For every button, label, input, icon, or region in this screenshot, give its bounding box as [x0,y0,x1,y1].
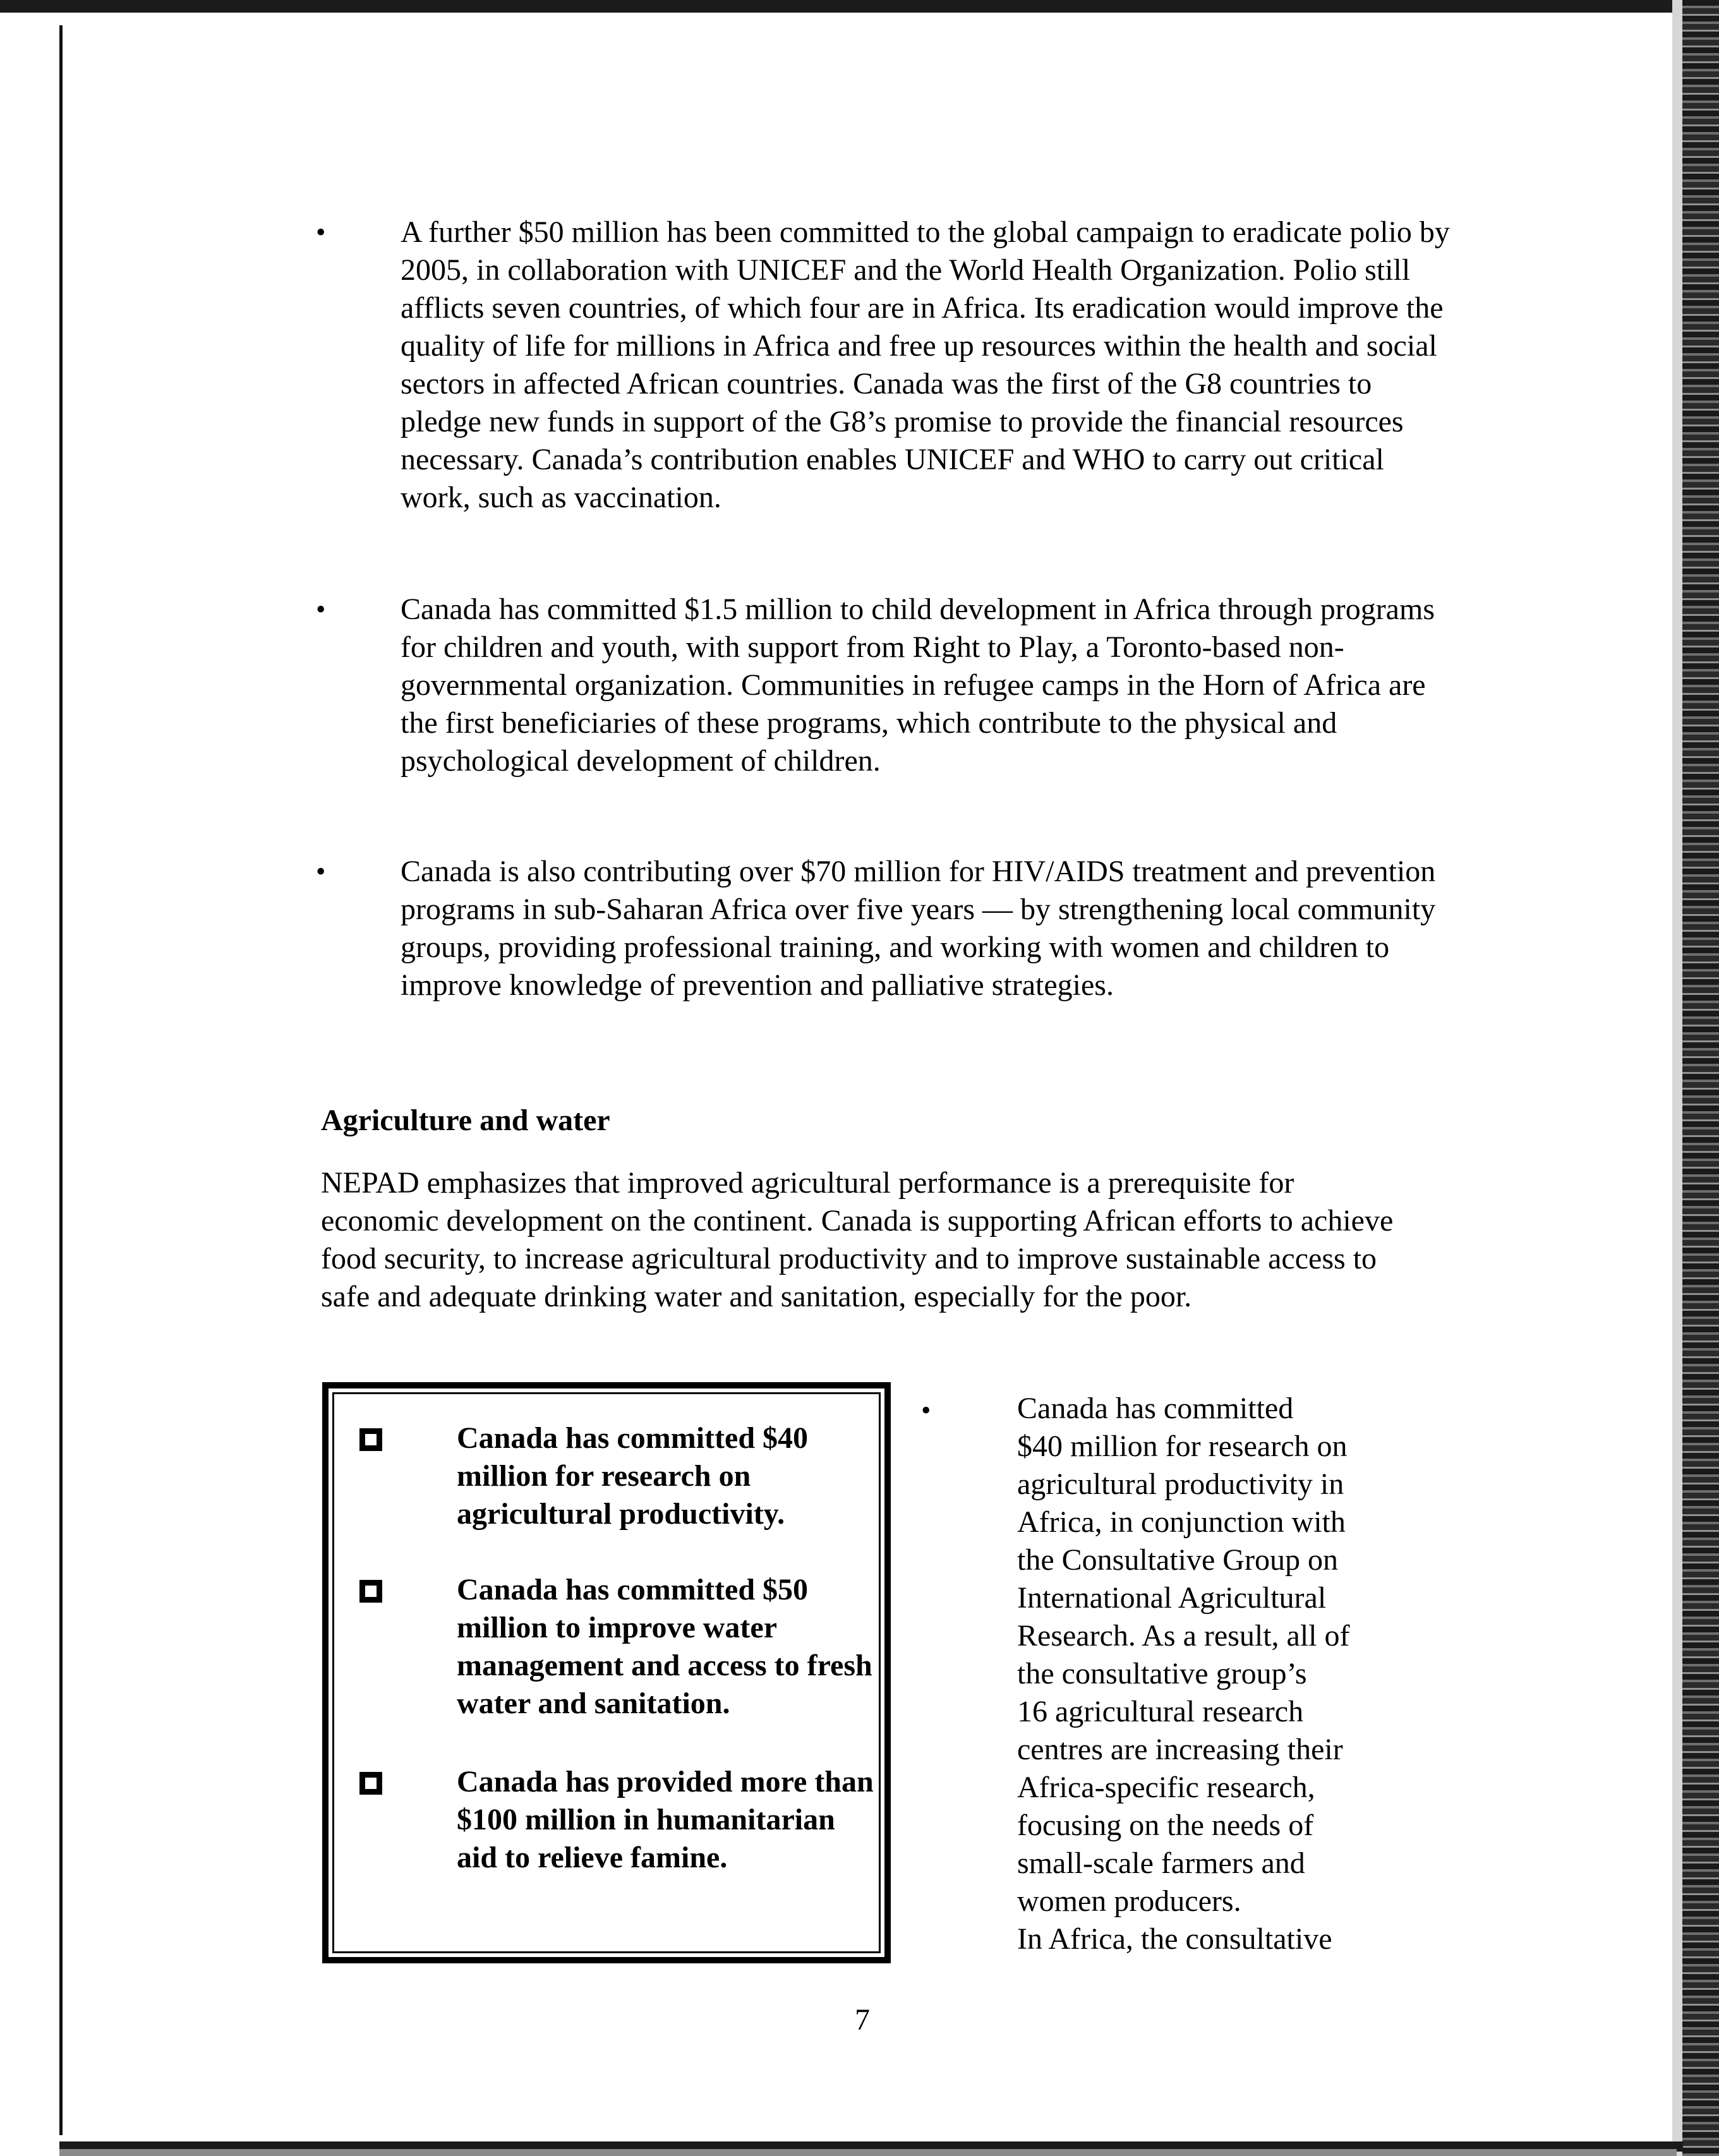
bullet-item-polio [316,214,1459,517]
side-line: focusing on the needs of [1017,1809,1314,1842]
side-line: agricultural productivity in [1017,1467,1344,1501]
page-number: 7 [855,2003,870,2037]
side-line: centres are increasing their [1017,1733,1343,1766]
side-line: $40 million for research on [1017,1430,1348,1463]
bullet-text: Canada is also contributing over $70 million for HIV/AIDS treatment and prevention programs in sub-Saharan Africa over five years — by strengthening local community groups, providing professional training, and working with women and children to improve knowledge of prevention and palliative strategies. [401,855,1436,1002]
side-line: Canada has committed [1017,1392,1294,1425]
square-bullet-icon [359,1772,382,1795]
callout-box [322,1382,891,1963]
callout-text: Canada has committed $40 million for research on agricultural productivity. [457,1421,809,1531]
bullet-mark: • [316,856,326,887]
side-line: 16 agricultural research [1017,1695,1304,1728]
side-line: Africa-specific research, [1017,1771,1315,1804]
callout-text: Canada has provided more than $100 million in humanitarian aid to relieve famine. [457,1765,874,1874]
scan-border-bottom-shadow [59,2149,1677,2156]
side-line: women producers. [1017,1884,1241,1918]
side-line: In Africa, the consultative [1017,1922,1332,1956]
bullet-text: A further $50 million has been committed to the global campaign to eradicate polio by 2005, in collaboration with UNICEF and the World Health Organization. Polio still afflicts seven countries, of which four are in Africa. Its eradication would improve the quality of life for millions in Africa and free up resources within the health and social sectors in affected African countries. Canada was the first of the G8 countries to pledge new funds in support of the G8’s promise to provide the financial resources necessary. Canada’s contribution enables UNICEF and WHO to carry out critical work, such as vaccination. [401,215,1450,514]
side-line: International Agricultural [1017,1581,1327,1615]
section-intro: NEPAD emphasizes that improved agricultural performance is a prerequisite for economic development on the continent. Canada is supporting African efforts to achieve food security, to increase agricultural productivity and to improve sustainable access to safe and adequate drinking water and sanitation, especially for the poor. [321,1166,1394,1313]
side-line: small-scale farmers and [1017,1846,1305,1880]
side-line: Research. As a result, all of [1017,1619,1350,1653]
callout-inner-frame [332,1392,881,1953]
callout-item [334,1763,878,1877]
side-line: the Consultative Group on [1017,1543,1338,1577]
scan-border-right-edge [1672,0,1682,2156]
callout-item [334,1419,878,1533]
square-bullet-icon [359,1428,382,1451]
side-line: Africa, in conjunction with [1017,1505,1346,1539]
side-bullet-mark: • [921,1395,931,1426]
bullet-text: Canada has committed $1.5 million to child development in Africa through programs for children and youth, with support from Right to Play, a Toronto-based non-governmental organization. Communities in refugee camps in the Horn of Africa are the first beneficiaries of these programs, which contribute to the physical and psychological development of children. [401,593,1435,778]
bullet-item-hiv-aids [316,853,1459,1004]
scan-border-top [0,0,1719,13]
square-bullet-icon [359,1580,382,1603]
callout-item [334,1571,878,1723]
scan-border-right [1682,0,1719,2156]
callout-text: Canada has committed $50 million to improve water management and access to fresh water and sanitation. [457,1573,872,1720]
bullet-item-child-development [316,591,1459,780]
scan-border-left [59,25,63,2135]
side-line: the consultative group’s [1017,1657,1307,1690]
bullet-mark: • [316,594,326,625]
bullet-mark: • [316,217,326,248]
section-heading: Agriculture and water [321,1104,610,1137]
side-column-text [1017,1390,1409,1958]
